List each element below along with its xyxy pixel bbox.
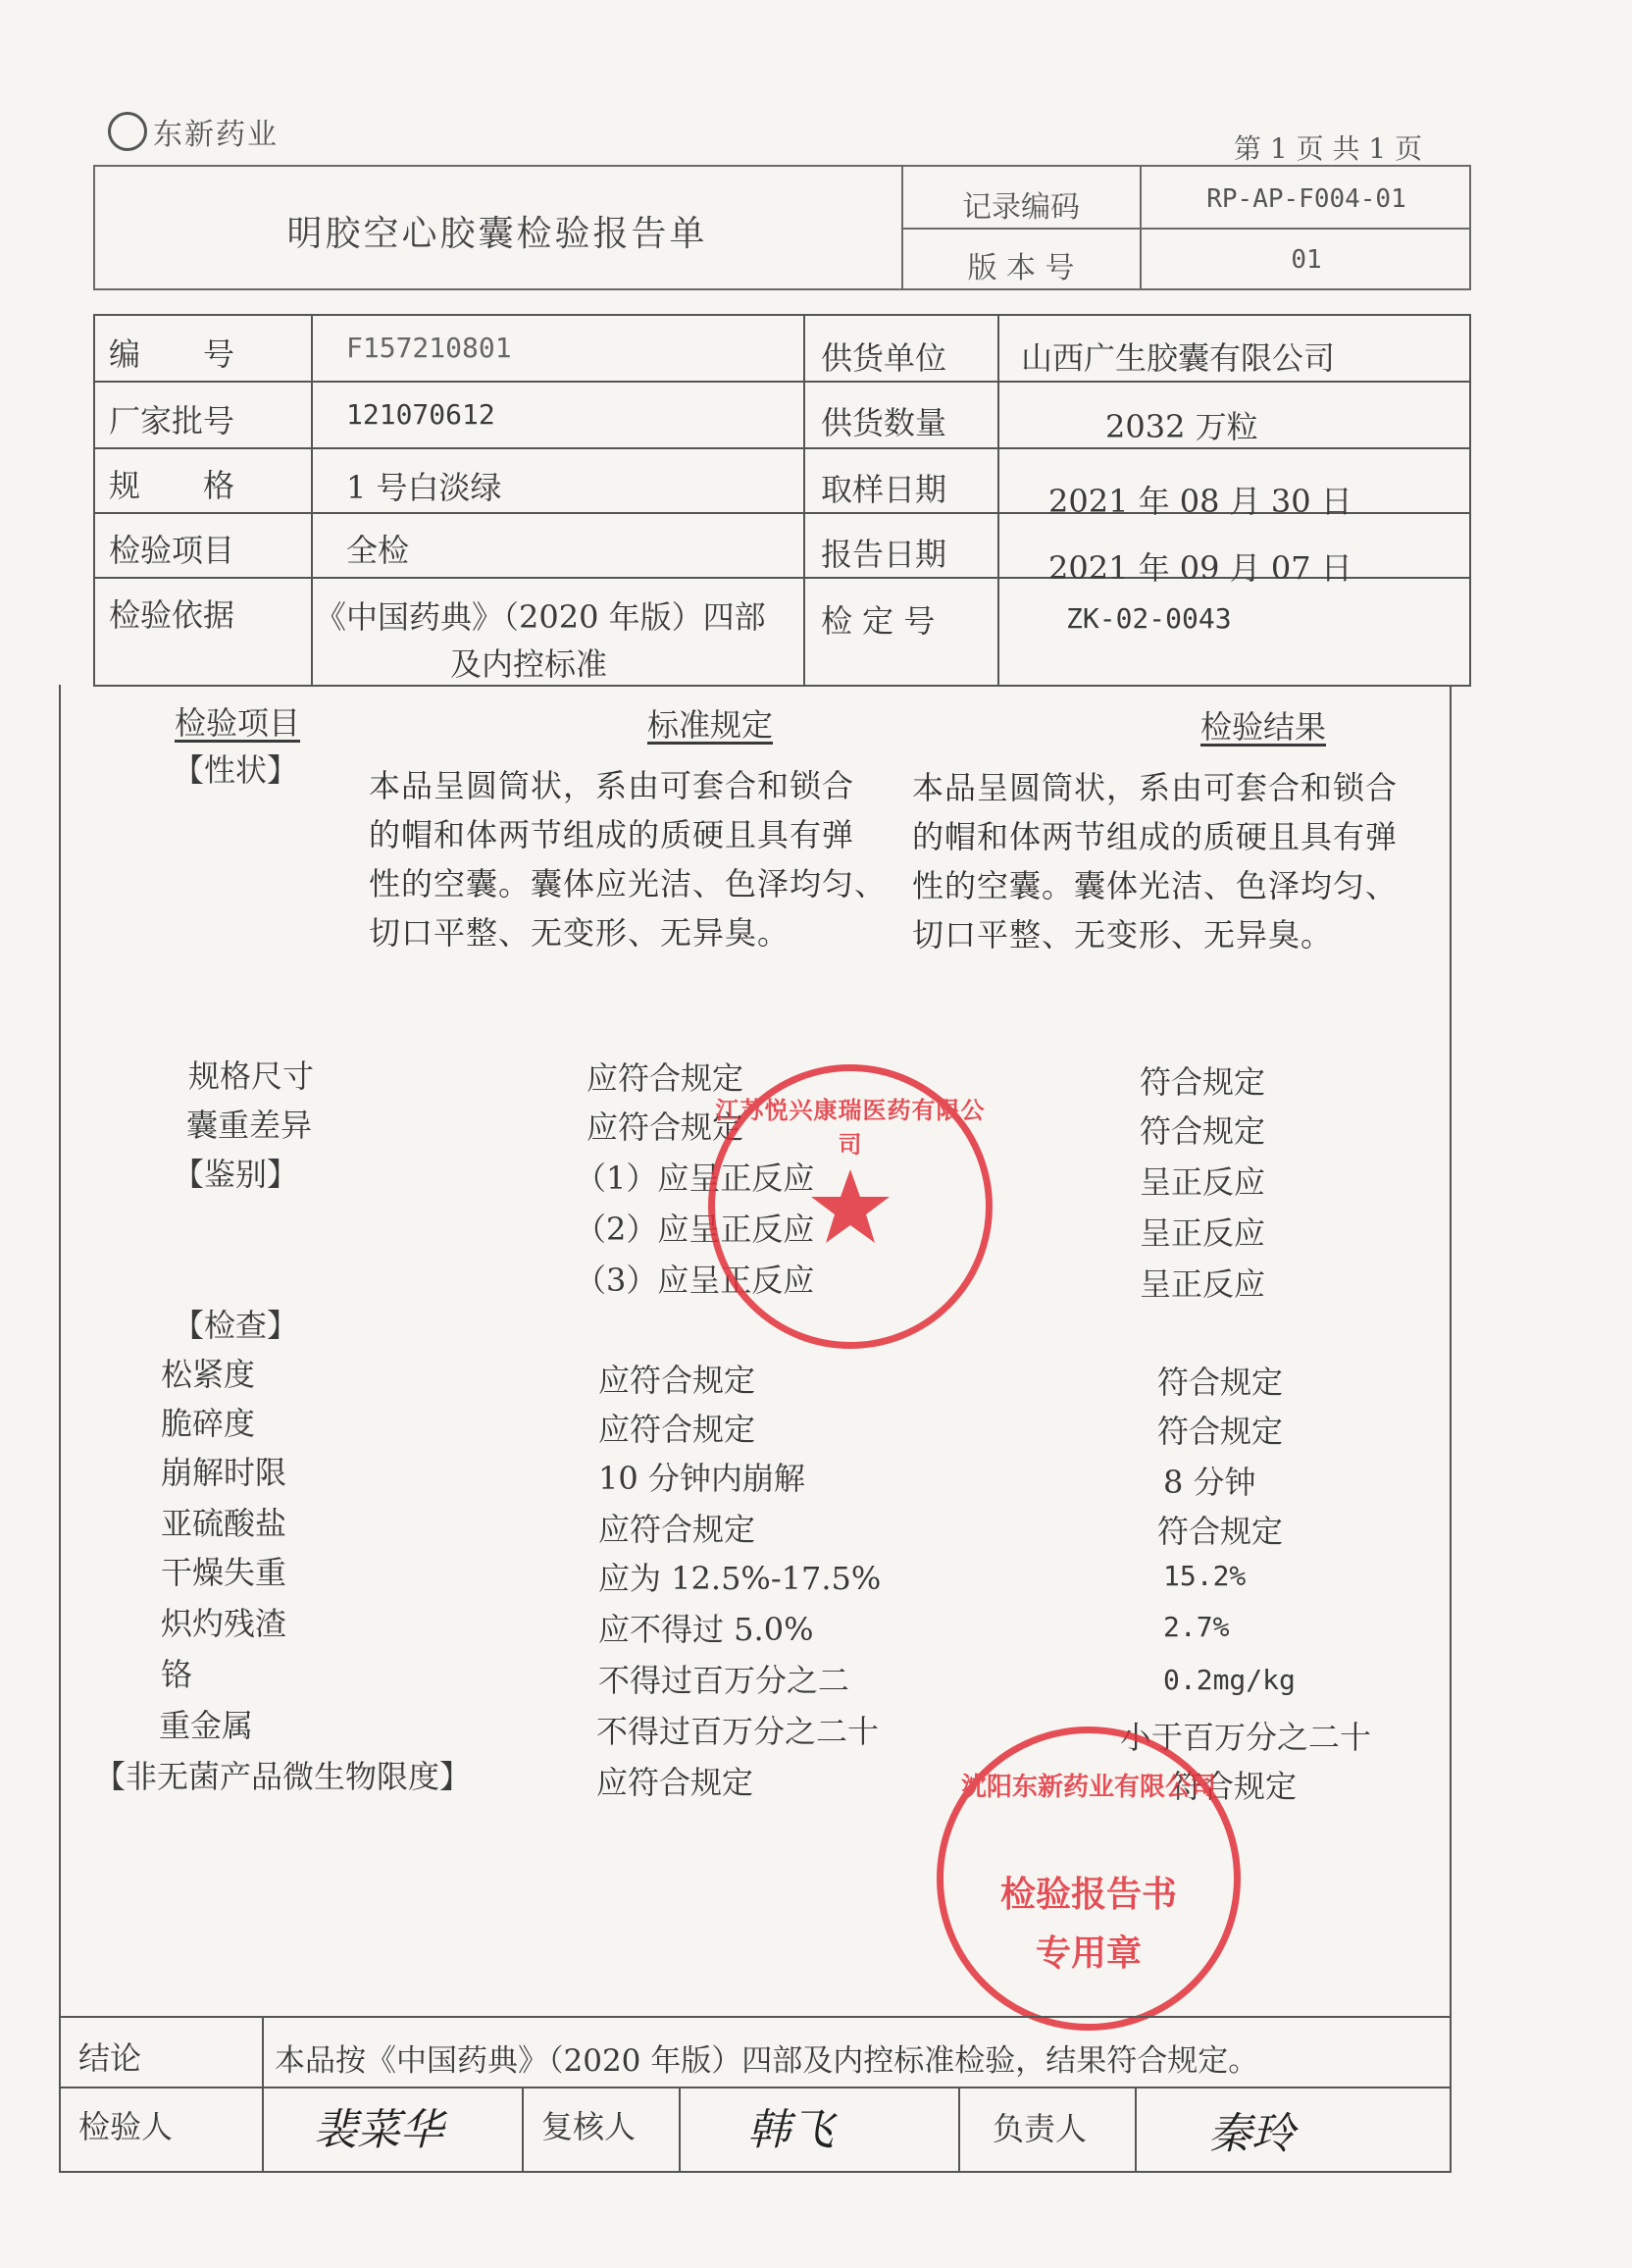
column-header-standard: 标准规定 xyxy=(647,706,774,744)
item-value: 全检 xyxy=(346,532,410,569)
company-seal-1 xyxy=(708,1064,993,1349)
quantity-value: 2032 万粒 xyxy=(1105,408,1258,445)
row-standard: 应符合规定 xyxy=(586,1108,744,1146)
row-item: 炽灼残渣 xyxy=(161,1605,287,1642)
sample-date-label: 取样日期 xyxy=(821,471,947,508)
version-value: 01 xyxy=(1291,245,1322,275)
row-standard: （3）应呈正反应 xyxy=(575,1262,815,1299)
record-code-value: RP-AP-F004-01 xyxy=(1206,184,1406,214)
row-standard: 应符合规定 xyxy=(598,1411,756,1448)
row-standard: 不得过百万分之二十 xyxy=(596,1713,880,1750)
row-result: 呈正反应 xyxy=(1140,1265,1266,1303)
inspector-label: 检验人 xyxy=(78,2108,174,2145)
column-header-result: 检验结果 xyxy=(1200,708,1327,746)
row-result: 符合规定 xyxy=(1140,1063,1266,1101)
check-label: 【检查】 xyxy=(173,1307,299,1344)
column-header-item: 检验项目 xyxy=(175,704,301,742)
row-item: 干燥失重 xyxy=(161,1554,287,1591)
row-standard: （2）应呈正反应 xyxy=(575,1211,815,1248)
row-item: 松紧度 xyxy=(161,1356,256,1393)
row-standard: 应符合规定 xyxy=(596,1764,754,1801)
row-result: 呈正反应 xyxy=(1140,1214,1266,1252)
basis-label: 检验依据 xyxy=(109,596,235,634)
seal-1-text: 江苏悦兴康瑞医药有限公司 xyxy=(715,1097,986,1159)
spec-value: 1 号白淡绿 xyxy=(346,469,502,506)
company-logo xyxy=(108,110,279,153)
row-standard: （1）应呈正反应 xyxy=(575,1160,815,1197)
row-result: 小于百万分之二十 xyxy=(1120,1719,1372,1756)
seal-2-mid-text: 检验报告书 xyxy=(999,1875,1177,1915)
manager-label: 负责人 xyxy=(993,2110,1088,2147)
character-result-line: 的帽和体两节组成的质硬且具有弹 xyxy=(912,818,1399,855)
number-label: 编 号 xyxy=(109,335,235,373)
character-result xyxy=(912,763,1461,959)
report-title: 明胶空心胶囊检验报告单 xyxy=(286,214,708,254)
character-standard-line: 切口平整、无变形、无异臭。 xyxy=(369,914,790,952)
header-table xyxy=(93,165,1471,290)
character-result-line: 性的空囊。囊体光洁、色泽均匀、 xyxy=(912,867,1399,904)
manager-signature: 秦玲 xyxy=(1208,2109,1295,2159)
character-standard xyxy=(369,761,918,957)
character-label: 【性状】 xyxy=(173,751,299,789)
row-result: 符合规定 xyxy=(1157,1413,1284,1450)
row-item: 崩解时限 xyxy=(161,1454,287,1491)
row-standard: 应为 12.5%-17.5% xyxy=(598,1560,882,1597)
inspector-signature: 裴菜华 xyxy=(314,2105,443,2155)
row-standard: 应符合规定 xyxy=(598,1511,756,1548)
spec-label: 规 格 xyxy=(109,467,235,504)
row-item: 囊重差异 xyxy=(186,1107,313,1144)
character-standard-line: 性的空囊。囊体应光洁、色泽均匀、 xyxy=(369,865,888,902)
row-item: 铬 xyxy=(161,1656,193,1693)
row-result: 呈正反应 xyxy=(1140,1163,1266,1201)
supplier-label: 供货单位 xyxy=(821,339,947,377)
item-label: 检验项目 xyxy=(109,532,235,569)
row-result: 符合规定 xyxy=(1171,1768,1298,1805)
row-standard: 应符合规定 xyxy=(586,1059,744,1097)
logo-icon xyxy=(108,112,147,151)
footer-table xyxy=(59,2016,1452,2173)
row-standard: 应不得过 5.0% xyxy=(598,1611,814,1648)
row-standard: 应符合规定 xyxy=(598,1362,756,1399)
report-date-label: 报告日期 xyxy=(821,536,947,573)
row-result: 符合规定 xyxy=(1157,1513,1284,1550)
conclusion-label: 结论 xyxy=(78,2039,142,2077)
row-item: 【非无菌产品微生物限度】 xyxy=(94,1758,472,1795)
version-label: 版 本 号 xyxy=(967,251,1075,285)
quantity-label: 供货数量 xyxy=(821,404,947,441)
batch-value: 121070612 xyxy=(346,398,495,431)
row-result: 15.2% xyxy=(1163,1560,1247,1592)
number-value: F157210801 xyxy=(346,332,512,364)
character-standard-line: 本品呈圆筒状，系由可套合和锁合 xyxy=(369,767,855,804)
row-item: 重金属 xyxy=(159,1707,254,1744)
info-table xyxy=(93,314,1471,687)
cert-label: 检 定 号 xyxy=(821,602,936,640)
page-info: 第 1 页 共 1 页 xyxy=(1234,132,1423,165)
basis-value-line1: 《中国药典》（2020 年版）四部 xyxy=(315,598,766,636)
logo-text: 东新药业 xyxy=(153,118,279,152)
seal-2-bottom-text: 专用章 xyxy=(1035,1933,1142,1974)
reviewer-signature: 韩飞 xyxy=(747,2105,834,2155)
report-date-value: 2021 年 09 月 07 日 xyxy=(1048,549,1352,587)
row-result: 0.2mg/kg xyxy=(1163,1664,1296,1696)
row-standard: 10 分钟内崩解 xyxy=(598,1460,805,1497)
row-result: 符合规定 xyxy=(1157,1364,1284,1401)
row-item: 规格尺寸 xyxy=(188,1057,315,1095)
cert-value: ZK-02-0043 xyxy=(1066,602,1232,635)
row-item: 【鉴别】 xyxy=(173,1156,299,1193)
record-code-label: 记录编码 xyxy=(962,190,1080,225)
character-standard-line: 的帽和体两节组成的质硬且具有弹 xyxy=(369,816,855,853)
inspection-report-seal xyxy=(937,1727,1241,2031)
character-result-line: 本品呈圆筒状，系由可套合和锁合 xyxy=(912,769,1399,806)
reviewer-label: 复核人 xyxy=(541,2108,637,2145)
sample-date-value: 2021 年 08 月 30 日 xyxy=(1048,483,1352,520)
basis-value-line2: 及内控标准 xyxy=(450,645,608,683)
batch-label: 厂家批号 xyxy=(109,402,235,439)
row-item: 亚硫酸盐 xyxy=(161,1505,287,1542)
seal-2-top-text: 沈阳东新药业有限公司 xyxy=(960,1773,1216,1802)
row-standard: 不得过百万分之二 xyxy=(598,1662,850,1699)
row-result: 2.7% xyxy=(1163,1611,1230,1643)
row-item: 脆碎度 xyxy=(161,1405,256,1442)
row-result: 符合规定 xyxy=(1140,1112,1266,1150)
conclusion-text: 本品按《中国药典》（2020 年版）四部及内控标准检验，结果符合规定。 xyxy=(275,2043,1259,2079)
supplier-value: 山西广生胶囊有限公司 xyxy=(1021,339,1336,377)
character-result-line: 切口平整、无变形、无异臭。 xyxy=(912,916,1334,954)
row-result: 8 分钟 xyxy=(1163,1464,1256,1501)
